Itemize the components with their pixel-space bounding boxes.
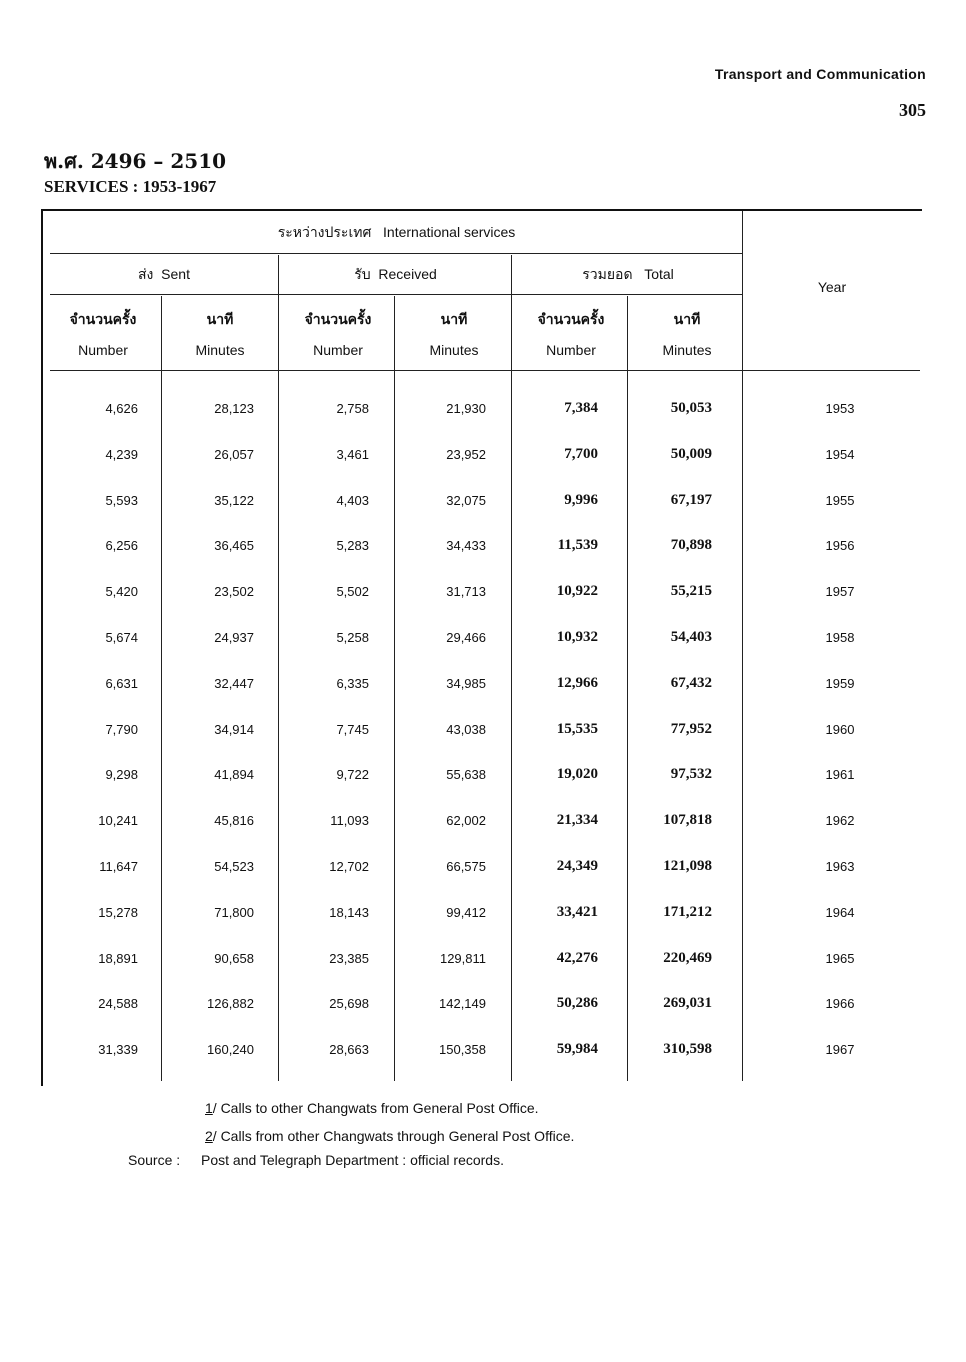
table-cell-sent-min: 28,123 bbox=[214, 401, 254, 416]
header-sent-thai: ส่ง bbox=[138, 267, 154, 283]
table-cell-tot-min: 55,215 bbox=[670, 583, 712, 600]
table-cell-year: 1954 bbox=[825, 446, 855, 462]
header-total-english: Total bbox=[644, 266, 674, 282]
divider-sent-received bbox=[278, 255, 279, 1081]
col-label-thai: นาที bbox=[206, 312, 234, 328]
table-cell-recv-min: 142,149 bbox=[439, 996, 486, 1012]
table-cell-sent-min: 36,465 bbox=[214, 538, 254, 554]
title-thai: พ.ศ. 2496 – 2510 bbox=[44, 149, 227, 173]
title-english: SERVICES : 1953-1967 bbox=[44, 177, 217, 196]
header-year: Year bbox=[817, 279, 847, 295]
header-international-thai: ระหว่างประเทศ bbox=[277, 225, 372, 241]
table-cell-year: 1965 bbox=[825, 950, 855, 966]
table-cell-year: 1953 bbox=[825, 401, 855, 416]
col-total-minutes bbox=[629, 305, 745, 365]
header-rule-international bbox=[50, 253, 743, 254]
header-received-thai: รับ bbox=[354, 267, 371, 283]
table-cell-recv-min: 31,713 bbox=[446, 584, 486, 600]
table-cell-sent-min: 126,882 bbox=[207, 996, 254, 1012]
col-sent-minutes bbox=[162, 305, 278, 365]
header-international bbox=[50, 222, 743, 244]
table-cell-sent-min: 45,816 bbox=[214, 813, 254, 829]
table-cell-tot-num: 33,421 bbox=[556, 903, 598, 920]
table-cell-sent-min: 24,937 bbox=[214, 630, 254, 645]
header-received bbox=[280, 264, 511, 286]
table-cell-year: 1957 bbox=[825, 584, 855, 600]
header-sent-english: Sent bbox=[161, 266, 190, 282]
col-received-minutes bbox=[396, 305, 512, 365]
header-total-thai: รวมยอด bbox=[582, 267, 633, 283]
divider-sent-cols bbox=[161, 296, 162, 1081]
table-cell-tot-min: 121,098 bbox=[663, 858, 712, 874]
table-cell-sent-num: 4,239 bbox=[105, 446, 138, 462]
table-cell-sent-num: 31,339 bbox=[98, 1042, 138, 1058]
header-received-english: Received bbox=[378, 266, 437, 282]
table-cell-tot-min: 171,212 bbox=[663, 903, 712, 920]
table-cell-sent-min: 26,057 bbox=[214, 446, 254, 462]
table-cell-sent-min: 71,800 bbox=[214, 904, 254, 920]
table-cell-recv-num: 6,335 bbox=[336, 675, 369, 691]
table-cell-year: 1958 bbox=[825, 630, 855, 645]
running-header: Transport and Communication bbox=[714, 66, 926, 82]
col-received-number bbox=[280, 305, 396, 365]
table-cell-sent-min: 35,122 bbox=[214, 492, 254, 508]
table-cell-year: 1959 bbox=[825, 675, 855, 691]
table-cell-tot-num: 59,984 bbox=[556, 1041, 598, 1058]
table-cell-tot-num: 7,700 bbox=[564, 445, 598, 462]
table-cell-sent-num: 7,790 bbox=[105, 721, 138, 737]
table-cell-sent-min: 34,914 bbox=[214, 721, 254, 737]
table-cell-tot-min: 50,053 bbox=[670, 400, 712, 416]
table-cell-sent-num: 24,588 bbox=[98, 996, 138, 1012]
table-cell-tot-min: 67,432 bbox=[670, 674, 712, 691]
col-sent-number bbox=[45, 305, 161, 365]
table-cell-tot-num: 11,539 bbox=[557, 537, 598, 554]
table-cell-tot-num: 10,932 bbox=[556, 629, 598, 645]
col-label-english: Minutes bbox=[195, 342, 245, 358]
table-cell-sent-min: 90,658 bbox=[214, 950, 254, 966]
table-cell-sent-num: 18,891 bbox=[98, 950, 138, 966]
header-international-english: International services bbox=[383, 224, 516, 240]
table-cell-sent-min: 160,240 bbox=[207, 1042, 254, 1058]
col-total-number bbox=[513, 305, 629, 365]
table-cell-tot-min: 54,403 bbox=[670, 629, 712, 645]
table-cell-recv-num: 5,258 bbox=[336, 630, 369, 645]
table-cell-sent-min: 32,447 bbox=[214, 675, 254, 691]
table-cell-tot-num: 15,535 bbox=[556, 720, 598, 737]
table-cell-recv-num: 5,502 bbox=[336, 584, 369, 600]
table-cell-tot-num: 12,966 bbox=[556, 674, 598, 691]
table-cell-recv-min: 62,002 bbox=[446, 813, 486, 829]
table-cell-recv-min: 55,638 bbox=[446, 767, 486, 783]
col-label-english: Number bbox=[78, 342, 128, 358]
source-text: Post and Telegraph Department : official records. bbox=[201, 1152, 504, 1168]
table-cell-sent-num: 9,298 bbox=[105, 767, 138, 783]
table-cell-tot-num: 7,384 bbox=[564, 400, 598, 416]
footnote-2-text: / Calls from other Changwats through General Post Office. bbox=[212, 1128, 575, 1144]
table-cell-sent-num: 11,647 bbox=[99, 859, 138, 874]
table-cell-recv-num: 2,758 bbox=[336, 401, 369, 416]
table-cell-recv-num: 3,461 bbox=[336, 446, 369, 462]
table-cell-recv-num: 9,722 bbox=[336, 767, 369, 783]
col-label-english: Number bbox=[313, 342, 363, 358]
footnote-2 bbox=[205, 1128, 574, 1144]
divider-received-total bbox=[511, 255, 512, 1081]
table-cell-recv-num: 5,283 bbox=[336, 538, 369, 554]
table-cell-recv-num: 28,663 bbox=[329, 1042, 369, 1058]
header-sent bbox=[50, 264, 278, 286]
table-cell-sent-min: 54,523 bbox=[214, 859, 254, 874]
table-cell-sent-num: 10,241 bbox=[98, 813, 138, 829]
table-cell-year: 1966 bbox=[825, 996, 855, 1012]
table-cell-recv-num: 11,093 bbox=[330, 813, 369, 829]
table-cell-year: 1967 bbox=[825, 1042, 855, 1058]
table-cell-tot-min: 97,532 bbox=[670, 766, 712, 783]
table-cell-year: 1962 bbox=[825, 813, 855, 829]
table-cell-year: 1960 bbox=[825, 721, 855, 737]
table-cell-tot-min: 67,197 bbox=[670, 491, 712, 508]
table-cell-tot-min: 220,469 bbox=[663, 949, 712, 966]
table-cell-tot-num: 9,996 bbox=[564, 491, 598, 508]
divider-received-cols bbox=[394, 296, 395, 1081]
table-cell-recv-min: 99,412 bbox=[446, 904, 486, 920]
table-cell-sent-num: 6,631 bbox=[105, 675, 138, 691]
table-cell-tot-min: 77,952 bbox=[670, 720, 712, 737]
table-cell-sent-num: 5,674 bbox=[105, 630, 138, 645]
table-cell-tot-num: 50,286 bbox=[556, 995, 598, 1012]
footnote-1 bbox=[205, 1100, 539, 1116]
table-cell-tot-num: 42,276 bbox=[556, 949, 598, 966]
col-label-english: Minutes bbox=[662, 342, 712, 358]
col-label-thai: จำนวนครั้ง bbox=[69, 312, 137, 328]
col-label-english: Number bbox=[546, 342, 596, 358]
col-label-thai: นาที bbox=[673, 312, 701, 328]
header-rule-bottom bbox=[50, 370, 920, 371]
col-label-thai: จำนวนครั้ง bbox=[304, 312, 372, 328]
table-cell-recv-num: 7,745 bbox=[336, 721, 369, 737]
table-cell-sent-num: 15,278 bbox=[98, 904, 138, 920]
table-cell-recv-min: 34,433 bbox=[446, 538, 486, 554]
footnote-1-text: / Calls to other Changwats from General Post Office. bbox=[212, 1100, 539, 1116]
table-cell-recv-min: 21,930 bbox=[446, 401, 486, 416]
table-cell-tot-min: 107,818 bbox=[663, 812, 712, 829]
table-cell-tot-num: 21,334 bbox=[556, 812, 598, 829]
table-cell-recv-min: 29,466 bbox=[446, 630, 486, 645]
header-rule-groups bbox=[50, 294, 743, 295]
table-cell-sent-num: 4,626 bbox=[105, 401, 138, 416]
table-cell-recv-min: 34,985 bbox=[446, 675, 486, 691]
table-cell-year: 1963 bbox=[825, 859, 855, 874]
table-cell-sent-min: 23,502 bbox=[214, 584, 254, 600]
table-cell-tot-min: 269,031 bbox=[663, 995, 712, 1012]
table-cell-recv-min: 66,575 bbox=[446, 859, 486, 874]
col-label-thai: นาที bbox=[440, 312, 468, 328]
table-cell-recv-num: 18,143 bbox=[329, 904, 369, 920]
table-cell-tot-min: 70,898 bbox=[670, 537, 712, 554]
footnote-1-mark: 1 bbox=[205, 1100, 213, 1116]
table-cell-sent-num: 6,256 bbox=[105, 538, 138, 554]
table-cell-tot-num: 19,020 bbox=[556, 766, 598, 783]
table-cell-tot-min: 50,009 bbox=[670, 445, 712, 462]
divider-total-cols bbox=[627, 296, 628, 1081]
table-cell-tot-num: 24,349 bbox=[556, 858, 598, 874]
table-cell-recv-num: 12,702 bbox=[329, 859, 369, 874]
col-label-english: Minutes bbox=[429, 342, 479, 358]
footnote-2-mark: 2 bbox=[205, 1128, 213, 1144]
table-cell-year: 1964 bbox=[825, 904, 855, 920]
page-number: 305 bbox=[899, 100, 926, 120]
col-label-thai: จำนวนครั้ง bbox=[537, 312, 605, 328]
table-cell-recv-min: 23,952 bbox=[446, 446, 486, 462]
table-cell-recv-min: 150,358 bbox=[439, 1042, 486, 1058]
source-label: Source : bbox=[128, 1152, 181, 1168]
table-cell-sent-num: 5,593 bbox=[105, 492, 138, 508]
table-cell-recv-min: 32,075 bbox=[446, 492, 486, 508]
table-cell-sent-min: 41,894 bbox=[214, 767, 254, 783]
table-cell-year: 1961 bbox=[825, 767, 855, 783]
table-cell-sent-num: 5,420 bbox=[105, 584, 138, 600]
table-cell-recv-num: 23,385 bbox=[329, 950, 369, 966]
table-cell-recv-min: 43,038 bbox=[446, 721, 486, 737]
table-cell-recv-num: 25,698 bbox=[329, 996, 369, 1012]
table-cell-year: 1956 bbox=[825, 538, 855, 554]
table-cell-tot-min: 310,598 bbox=[663, 1041, 712, 1058]
header-total bbox=[513, 264, 743, 286]
table-cell-recv-min: 129,811 bbox=[439, 950, 486, 966]
table-cell-tot-num: 10,922 bbox=[556, 583, 598, 600]
table-cell-year: 1955 bbox=[825, 492, 855, 508]
table-cell-recv-num: 4,403 bbox=[336, 492, 369, 508]
